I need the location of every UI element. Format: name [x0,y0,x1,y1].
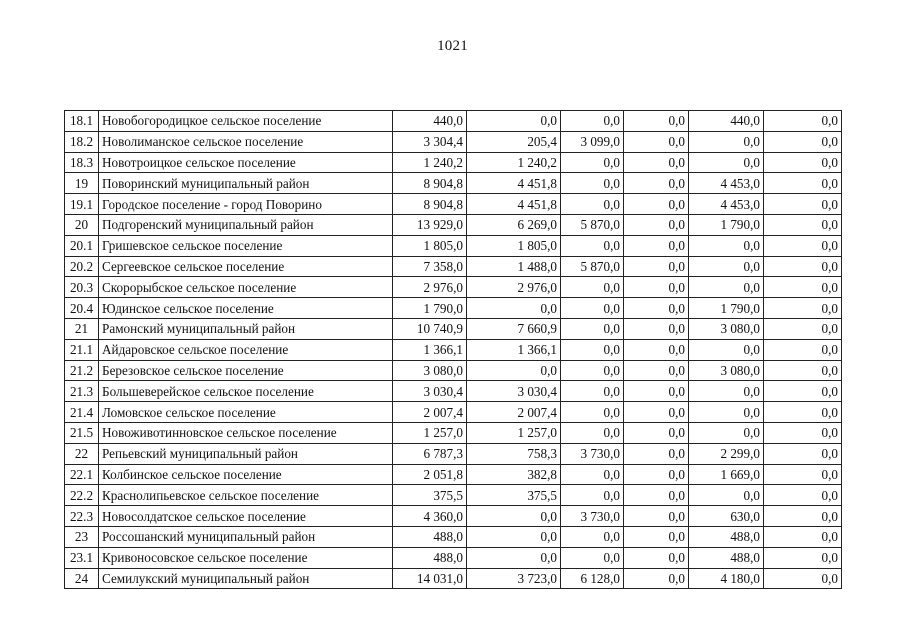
value-col-2-cell: 5 870,0 [561,256,624,277]
row-number-cell: 21.5 [65,422,99,443]
row-number-cell: 20.4 [65,298,99,319]
total-cell: 14 031,0 [393,568,467,589]
value-col-4-cell: 0,0 [689,402,764,423]
row-number-cell: 18.1 [65,111,99,132]
territory-name-cell: Городское поселение - город Поворино [99,194,393,215]
value-col-4-cell: 4 453,0 [689,194,764,215]
value-col-1-cell: 2 976,0 [467,277,561,298]
territory-name-cell: Поворинский муниципальный район [99,173,393,194]
value-col-3-cell: 0,0 [624,214,689,235]
table-row [65,173,842,194]
territory-name-cell: Большеверейское сельское поселение [99,381,393,402]
table-row [65,526,842,547]
value-col-2-cell: 3 730,0 [561,506,624,527]
total-cell: 3 304,4 [393,131,467,152]
page-number: 1021 [437,38,468,54]
value-col-4-cell: 440,0 [689,111,764,132]
value-col-1-cell: 1 488,0 [467,256,561,277]
table-row [65,422,842,443]
value-col-5-cell: 0,0 [764,235,842,256]
value-col-2-cell: 0,0 [561,381,624,402]
territory-name-cell: Новобогородицкое сельское поселение [99,111,393,132]
territory-name-cell: Новосолдатское сельское поселение [99,506,393,527]
table-row [65,152,842,173]
territory-name-cell: Новолиманское сельское поселение [99,131,393,152]
value-col-1-cell: 0,0 [467,111,561,132]
territory-name-cell: Семилукский муниципальный район [99,568,393,589]
row-number-cell: 18.3 [65,152,99,173]
value-col-1-cell: 1 240,2 [467,152,561,173]
table-row [65,568,842,589]
table-row [65,111,842,132]
value-col-1-cell: 6 269,0 [467,214,561,235]
value-col-2-cell: 0,0 [561,547,624,568]
value-col-4-cell: 0,0 [689,381,764,402]
value-col-5-cell: 0,0 [764,381,842,402]
value-col-1-cell: 7 660,9 [467,318,561,339]
value-col-1-cell: 1 366,1 [467,339,561,360]
value-col-2-cell: 0,0 [561,152,624,173]
value-col-3-cell: 0,0 [624,256,689,277]
value-col-1-cell: 1 805,0 [467,235,561,256]
value-col-3-cell: 0,0 [624,298,689,319]
total-cell: 7 358,0 [393,256,467,277]
row-number-cell: 22.3 [65,506,99,527]
total-cell: 440,0 [393,111,467,132]
row-number-cell: 22.2 [65,485,99,506]
row-number-cell: 20.2 [65,256,99,277]
value-col-2-cell: 6 128,0 [561,568,624,589]
value-col-3-cell: 0,0 [624,111,689,132]
value-col-1-cell: 3 030,4 [467,381,561,402]
value-col-5-cell: 0,0 [764,464,842,485]
table-row [65,339,842,360]
total-cell: 1 240,2 [393,152,467,173]
value-col-5-cell: 0,0 [764,152,842,173]
row-number-cell: 23.1 [65,547,99,568]
value-col-3-cell: 0,0 [624,173,689,194]
value-col-5-cell: 0,0 [764,256,842,277]
total-cell: 2 051,8 [393,464,467,485]
total-cell: 488,0 [393,547,467,568]
value-col-5-cell: 0,0 [764,485,842,506]
row-number-cell: 22 [65,443,99,464]
row-number-cell: 20.3 [65,277,99,298]
value-col-3-cell: 0,0 [624,277,689,298]
budget-allocation-table [64,110,842,589]
value-col-5-cell: 0,0 [764,214,842,235]
value-col-4-cell: 488,0 [689,547,764,568]
value-col-1-cell: 0,0 [467,360,561,381]
value-col-4-cell: 0,0 [689,339,764,360]
territory-name-cell: Подгоренский муниципальный район [99,214,393,235]
value-col-3-cell: 0,0 [624,464,689,485]
value-col-4-cell: 4 453,0 [689,173,764,194]
value-col-4-cell: 0,0 [689,152,764,173]
total-cell: 8 904,8 [393,194,467,215]
total-cell: 3 030,4 [393,381,467,402]
value-col-3-cell: 0,0 [624,422,689,443]
value-col-4-cell: 0,0 [689,235,764,256]
territory-name-cell: Новотроицкое сельское поселение [99,152,393,173]
value-col-3-cell: 0,0 [624,381,689,402]
total-cell: 1 790,0 [393,298,467,319]
value-col-2-cell: 0,0 [561,339,624,360]
value-col-2-cell: 0,0 [561,173,624,194]
value-col-4-cell: 488,0 [689,526,764,547]
value-col-4-cell: 0,0 [689,256,764,277]
value-col-4-cell: 4 180,0 [689,568,764,589]
territory-name-cell: Юдинское сельское поселение [99,298,393,319]
total-cell: 13 929,0 [393,214,467,235]
table-row [65,402,842,423]
value-col-2-cell: 0,0 [561,111,624,132]
value-col-3-cell: 0,0 [624,131,689,152]
value-col-2-cell: 0,0 [561,298,624,319]
value-col-3-cell: 0,0 [624,506,689,527]
value-col-5-cell: 0,0 [764,360,842,381]
value-col-3-cell: 0,0 [624,526,689,547]
table-row [65,131,842,152]
row-number-cell: 24 [65,568,99,589]
table-row [65,506,842,527]
territory-name-cell: Айдаровское сельское поселение [99,339,393,360]
value-col-1-cell: 0,0 [467,506,561,527]
value-col-2-cell: 0,0 [561,277,624,298]
row-number-cell: 21 [65,318,99,339]
territory-name-cell: Сергеевское сельское поселение [99,256,393,277]
value-col-1-cell: 0,0 [467,547,561,568]
value-col-2-cell: 0,0 [561,464,624,485]
value-col-3-cell: 0,0 [624,235,689,256]
value-col-1-cell: 4 451,8 [467,173,561,194]
value-col-5-cell: 0,0 [764,111,842,132]
table-row [65,214,842,235]
table-row [65,318,842,339]
row-number-cell: 20 [65,214,99,235]
total-cell: 4 360,0 [393,506,467,527]
value-col-3-cell: 0,0 [624,318,689,339]
row-number-cell: 20.1 [65,235,99,256]
total-cell: 6 787,3 [393,443,467,464]
value-col-5-cell: 0,0 [764,318,842,339]
value-col-3-cell: 0,0 [624,443,689,464]
value-col-1-cell: 1 257,0 [467,422,561,443]
total-cell: 488,0 [393,526,467,547]
total-cell: 8 904,8 [393,173,467,194]
value-col-1-cell: 205,4 [467,131,561,152]
row-number-cell: 23 [65,526,99,547]
value-col-4-cell: 3 080,0 [689,318,764,339]
value-col-5-cell: 0,0 [764,443,842,464]
value-col-2-cell: 3 099,0 [561,131,624,152]
value-col-3-cell: 0,0 [624,485,689,506]
value-col-1-cell: 0,0 [467,526,561,547]
value-col-5-cell: 0,0 [764,173,842,194]
total-cell: 375,5 [393,485,467,506]
value-col-2-cell: 0,0 [561,360,624,381]
territory-name-cell: Рамонский муниципальный район [99,318,393,339]
table-row [65,547,842,568]
value-col-5-cell: 0,0 [764,194,842,215]
value-col-1-cell: 0,0 [467,298,561,319]
value-col-5-cell: 0,0 [764,402,842,423]
row-number-cell: 22.1 [65,464,99,485]
value-col-1-cell: 3 723,0 [467,568,561,589]
row-number-cell: 21.3 [65,381,99,402]
value-col-3-cell: 0,0 [624,194,689,215]
value-col-3-cell: 0,0 [624,360,689,381]
value-col-4-cell: 3 080,0 [689,360,764,381]
value-col-5-cell: 0,0 [764,506,842,527]
value-col-2-cell: 0,0 [561,485,624,506]
value-col-1-cell: 758,3 [467,443,561,464]
total-cell: 2 007,4 [393,402,467,423]
value-col-2-cell: 0,0 [561,235,624,256]
value-col-5-cell: 0,0 [764,547,842,568]
value-col-4-cell: 630,0 [689,506,764,527]
territory-name-cell: Скорорыбское сельское поселение [99,277,393,298]
total-cell: 1 257,0 [393,422,467,443]
value-col-4-cell: 1 790,0 [689,214,764,235]
value-col-4-cell: 2 299,0 [689,443,764,464]
value-col-5-cell: 0,0 [764,339,842,360]
value-col-4-cell: 1 669,0 [689,464,764,485]
total-cell: 3 080,0 [393,360,467,381]
value-col-2-cell: 0,0 [561,318,624,339]
value-col-1-cell: 2 007,4 [467,402,561,423]
value-col-2-cell: 0,0 [561,194,624,215]
value-col-3-cell: 0,0 [624,568,689,589]
total-cell: 1 366,1 [393,339,467,360]
value-col-1-cell: 382,8 [467,464,561,485]
table-row [65,485,842,506]
value-col-2-cell: 0,0 [561,526,624,547]
table-row [65,256,842,277]
table-row [65,194,842,215]
row-number-cell: 21.4 [65,402,99,423]
value-col-2-cell: 0,0 [561,422,624,443]
row-number-cell: 19.1 [65,194,99,215]
table-row [65,360,842,381]
table-row [65,443,842,464]
value-col-3-cell: 0,0 [624,339,689,360]
value-col-5-cell: 0,0 [764,298,842,319]
value-col-4-cell: 0,0 [689,131,764,152]
row-number-cell: 18.2 [65,131,99,152]
value-col-2-cell: 0,0 [561,402,624,423]
row-number-cell: 19 [65,173,99,194]
territory-name-cell: Гришевское сельское поселение [99,235,393,256]
value-col-1-cell: 4 451,8 [467,194,561,215]
value-col-4-cell: 0,0 [689,485,764,506]
value-col-2-cell: 3 730,0 [561,443,624,464]
table-row [65,298,842,319]
row-number-cell: 21.1 [65,339,99,360]
territory-name-cell: Репьевский муниципальный район [99,443,393,464]
value-col-5-cell: 0,0 [764,568,842,589]
table-row [65,381,842,402]
value-col-3-cell: 0,0 [624,402,689,423]
value-col-5-cell: 0,0 [764,526,842,547]
total-cell: 1 805,0 [393,235,467,256]
territory-name-cell: Краснолипьевское сельское поселение [99,485,393,506]
value-col-5-cell: 0,0 [764,277,842,298]
row-number-cell: 21.2 [65,360,99,381]
value-col-5-cell: 0,0 [764,131,842,152]
value-col-5-cell: 0,0 [764,422,842,443]
territory-name-cell: Ломовское сельское поселение [99,402,393,423]
value-col-3-cell: 0,0 [624,152,689,173]
total-cell: 2 976,0 [393,277,467,298]
territory-name-cell: Россошанский муниципальный район [99,526,393,547]
table-row [65,277,842,298]
total-cell: 10 740,9 [393,318,467,339]
table-row [65,464,842,485]
table-body [65,111,842,589]
territory-name-cell: Березовское сельское поселение [99,360,393,381]
value-col-2-cell: 5 870,0 [561,214,624,235]
territory-name-cell: Кривоносовское сельское поселение [99,547,393,568]
value-col-4-cell: 1 790,0 [689,298,764,319]
value-col-3-cell: 0,0 [624,547,689,568]
value-col-4-cell: 0,0 [689,422,764,443]
table-row [65,235,842,256]
value-col-1-cell: 375,5 [467,485,561,506]
territory-name-cell: Новоживотинновское сельское поселение [99,422,393,443]
value-col-4-cell: 0,0 [689,277,764,298]
territory-name-cell: Колбинское сельское поселение [99,464,393,485]
